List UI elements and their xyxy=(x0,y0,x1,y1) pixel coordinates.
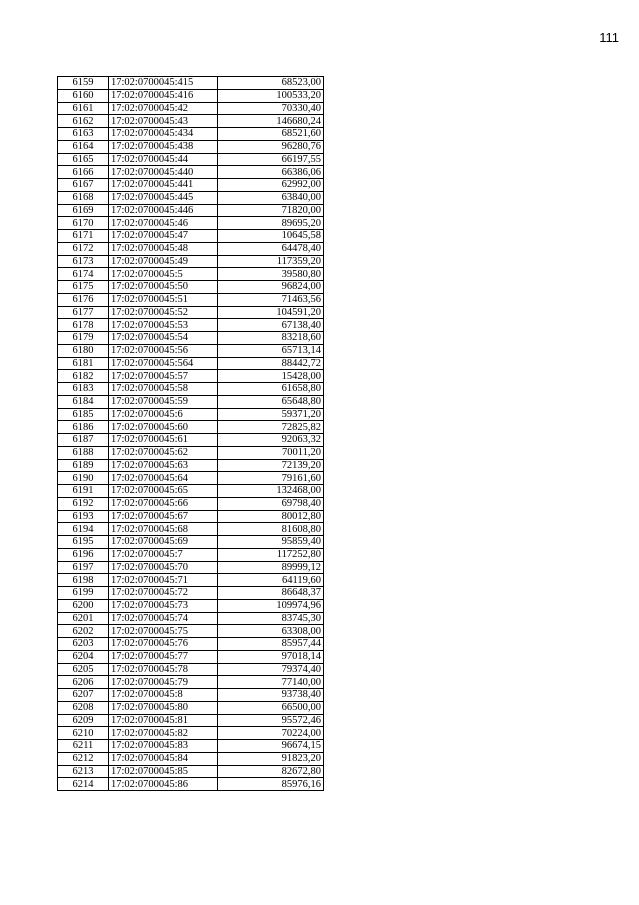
cadastral-number-cell: 17:02:0700045:53 xyxy=(109,319,218,332)
cadastral-number-cell: 17:02:0700045:49 xyxy=(109,255,218,268)
value-cell: 88442,72 xyxy=(218,357,324,370)
table-row xyxy=(58,650,324,663)
cadastral-number-cell: 17:02:0700045:42 xyxy=(109,102,218,115)
table-row xyxy=(58,485,324,498)
row-number-cell: 6175 xyxy=(58,281,109,294)
table-row xyxy=(58,357,324,370)
value-cell: 69798,40 xyxy=(218,497,324,510)
table-row xyxy=(58,230,324,243)
table-row xyxy=(58,179,324,192)
row-number-cell: 6180 xyxy=(58,344,109,357)
table-row xyxy=(58,587,324,600)
table-row xyxy=(58,370,324,383)
row-number-cell: 6167 xyxy=(58,179,109,192)
row-number-cell: 6174 xyxy=(58,268,109,281)
row-number-cell: 6190 xyxy=(58,472,109,485)
cadastral-number-cell: 17:02:0700045:85 xyxy=(109,765,218,778)
cadastral-number-cell: 17:02:0700045:44 xyxy=(109,153,218,166)
table-row xyxy=(58,434,324,447)
cadastral-number-cell: 17:02:0700045:8 xyxy=(109,689,218,702)
cadastral-number-cell: 17:02:0700045:48 xyxy=(109,242,218,255)
table-row xyxy=(58,153,324,166)
row-number-cell: 6163 xyxy=(58,128,109,141)
value-cell: 70011,20 xyxy=(218,446,324,459)
row-number-cell: 6199 xyxy=(58,587,109,600)
cadastral-number-cell: 17:02:0700045:5 xyxy=(109,268,218,281)
value-cell: 100533,20 xyxy=(218,89,324,102)
value-cell: 79374,40 xyxy=(218,663,324,676)
table-row xyxy=(58,561,324,574)
value-cell: 80012,80 xyxy=(218,510,324,523)
cadastral-number-cell: 17:02:0700045:564 xyxy=(109,357,218,370)
cadastral-number-cell: 17:02:0700045:56 xyxy=(109,344,218,357)
value-cell: 95572,46 xyxy=(218,714,324,727)
value-cell: 86648,37 xyxy=(218,587,324,600)
row-number-cell: 6182 xyxy=(58,370,109,383)
table-row xyxy=(58,612,324,625)
value-cell: 61658,80 xyxy=(218,383,324,396)
cadastral-number-cell: 17:02:0700045:69 xyxy=(109,536,218,549)
value-cell: 70224,00 xyxy=(218,727,324,740)
row-number-cell: 6205 xyxy=(58,663,109,676)
value-cell: 63308,00 xyxy=(218,625,324,638)
cadastral-number-cell: 17:02:0700045:51 xyxy=(109,293,218,306)
cadastral-number-cell: 17:02:0700045:83 xyxy=(109,740,218,753)
table-row xyxy=(58,102,324,115)
row-number-cell: 6210 xyxy=(58,727,109,740)
value-cell: 96674,15 xyxy=(218,740,324,753)
table-row xyxy=(58,395,324,408)
row-number-cell: 6184 xyxy=(58,395,109,408)
table-row xyxy=(58,778,324,791)
row-number-cell: 6187 xyxy=(58,434,109,447)
cadastral-number-cell: 17:02:0700045:81 xyxy=(109,714,218,727)
row-number-cell: 6198 xyxy=(58,574,109,587)
table-row xyxy=(58,727,324,740)
cadastral-number-cell: 17:02:0700045:62 xyxy=(109,446,218,459)
table-row xyxy=(58,714,324,727)
cadastral-number-cell: 17:02:0700045:84 xyxy=(109,752,218,765)
row-number-cell: 6160 xyxy=(58,89,109,102)
table-row xyxy=(58,77,324,90)
value-cell: 89695,20 xyxy=(218,217,324,230)
value-cell: 117359,20 xyxy=(218,255,324,268)
table-row xyxy=(58,638,324,651)
value-cell: 66197,55 xyxy=(218,153,324,166)
table-row xyxy=(58,459,324,472)
table-row xyxy=(58,255,324,268)
row-number-cell: 6202 xyxy=(58,625,109,638)
row-number-cell: 6162 xyxy=(58,115,109,128)
table-row xyxy=(58,204,324,217)
table-row xyxy=(58,140,324,153)
table-row xyxy=(58,752,324,765)
cadastral-number-cell: 17:02:0700045:46 xyxy=(109,217,218,230)
table-row xyxy=(58,242,324,255)
value-cell: 68521,60 xyxy=(218,128,324,141)
row-number-cell: 6200 xyxy=(58,599,109,612)
value-cell: 72825,82 xyxy=(218,421,324,434)
table-row xyxy=(58,191,324,204)
table-row xyxy=(58,408,324,421)
value-cell: 81608,80 xyxy=(218,523,324,536)
row-number-cell: 6204 xyxy=(58,650,109,663)
cadastral-number-cell: 17:02:0700045:415 xyxy=(109,77,218,90)
row-number-cell: 6194 xyxy=(58,523,109,536)
cadastral-number-cell: 17:02:0700045:68 xyxy=(109,523,218,536)
table-row xyxy=(58,281,324,294)
row-number-cell: 6181 xyxy=(58,357,109,370)
value-cell: 66500,00 xyxy=(218,701,324,714)
table-row xyxy=(58,701,324,714)
value-cell: 65648,80 xyxy=(218,395,324,408)
cadastral-number-cell: 17:02:0700045:434 xyxy=(109,128,218,141)
table-row xyxy=(58,574,324,587)
cadastral-number-cell: 17:02:0700045:6 xyxy=(109,408,218,421)
row-number-cell: 6191 xyxy=(58,485,109,498)
cadastral-number-cell: 17:02:0700045:7 xyxy=(109,548,218,561)
row-number-cell: 6206 xyxy=(58,676,109,689)
cadastral-number-cell: 17:02:0700045:86 xyxy=(109,778,218,791)
row-number-cell: 6196 xyxy=(58,548,109,561)
value-cell: 39580,80 xyxy=(218,268,324,281)
table-row xyxy=(58,344,324,357)
row-number-cell: 6172 xyxy=(58,242,109,255)
cadastral-number-cell: 17:02:0700045:58 xyxy=(109,383,218,396)
table-row xyxy=(58,115,324,128)
value-cell: 70330,40 xyxy=(218,102,324,115)
value-cell: 79161,60 xyxy=(218,472,324,485)
table-row xyxy=(58,536,324,549)
table-row xyxy=(58,625,324,638)
row-number-cell: 6197 xyxy=(58,561,109,574)
table-row xyxy=(58,663,324,676)
table-row xyxy=(58,510,324,523)
value-cell: 63840,00 xyxy=(218,191,324,204)
value-cell: 93738,40 xyxy=(218,689,324,702)
row-number-cell: 6170 xyxy=(58,217,109,230)
row-number-cell: 6213 xyxy=(58,765,109,778)
value-cell: 91823,20 xyxy=(218,752,324,765)
value-cell: 59371,20 xyxy=(218,408,324,421)
table-row xyxy=(58,446,324,459)
cadastral-number-cell: 17:02:0700045:63 xyxy=(109,459,218,472)
cadastral-number-cell: 17:02:0700045:438 xyxy=(109,140,218,153)
row-number-cell: 6207 xyxy=(58,689,109,702)
cadastral-number-cell: 17:02:0700045:67 xyxy=(109,510,218,523)
row-number-cell: 6201 xyxy=(58,612,109,625)
table-row xyxy=(58,268,324,281)
value-cell: 71463,56 xyxy=(218,293,324,306)
cadastral-number-cell: 17:02:0700045:440 xyxy=(109,166,218,179)
row-number-cell: 6185 xyxy=(58,408,109,421)
cadastral-number-cell: 17:02:0700045:75 xyxy=(109,625,218,638)
row-number-cell: 6209 xyxy=(58,714,109,727)
cadastral-number-cell: 17:02:0700045:76 xyxy=(109,638,218,651)
cadastral-number-cell: 17:02:0700045:59 xyxy=(109,395,218,408)
row-number-cell: 6171 xyxy=(58,230,109,243)
row-number-cell: 6186 xyxy=(58,421,109,434)
value-cell: 109974,96 xyxy=(218,599,324,612)
cadastral-number-cell: 17:02:0700045:57 xyxy=(109,370,218,383)
cadastral-number-cell: 17:02:0700045:82 xyxy=(109,727,218,740)
table-body xyxy=(58,77,324,791)
cadastral-table xyxy=(57,76,324,791)
cadastral-number-cell: 17:02:0700045:70 xyxy=(109,561,218,574)
row-number-cell: 6161 xyxy=(58,102,109,115)
value-cell: 67138,40 xyxy=(218,319,324,332)
row-number-cell: 6203 xyxy=(58,638,109,651)
row-number-cell: 6192 xyxy=(58,497,109,510)
cadastral-number-cell: 17:02:0700045:73 xyxy=(109,599,218,612)
row-number-cell: 6189 xyxy=(58,459,109,472)
row-number-cell: 6183 xyxy=(58,383,109,396)
row-number-cell: 6169 xyxy=(58,204,109,217)
cadastral-number-cell: 17:02:0700045:60 xyxy=(109,421,218,434)
table-row xyxy=(58,293,324,306)
cadastral-number-cell: 17:02:0700045:54 xyxy=(109,332,218,345)
cadastral-number-cell: 17:02:0700045:77 xyxy=(109,650,218,663)
row-number-cell: 6214 xyxy=(58,778,109,791)
row-number-cell: 6177 xyxy=(58,306,109,319)
value-cell: 66386,06 xyxy=(218,166,324,179)
cadastral-number-cell: 17:02:0700045:78 xyxy=(109,663,218,676)
table-row xyxy=(58,548,324,561)
cadastral-number-cell: 17:02:0700045:47 xyxy=(109,230,218,243)
value-cell: 132468,00 xyxy=(218,485,324,498)
table-row xyxy=(58,523,324,536)
cadastral-number-cell: 17:02:0700045:445 xyxy=(109,191,218,204)
cadastral-number-cell: 17:02:0700045:43 xyxy=(109,115,218,128)
row-number-cell: 6165 xyxy=(58,153,109,166)
value-cell: 96824,00 xyxy=(218,281,324,294)
value-cell: 97018,14 xyxy=(218,650,324,663)
row-number-cell: 6178 xyxy=(58,319,109,332)
table-row xyxy=(58,599,324,612)
row-number-cell: 6159 xyxy=(58,77,109,90)
row-number-cell: 6176 xyxy=(58,293,109,306)
table-row xyxy=(58,332,324,345)
row-number-cell: 6195 xyxy=(58,536,109,549)
cadastral-number-cell: 17:02:0700045:79 xyxy=(109,676,218,689)
row-number-cell: 6168 xyxy=(58,191,109,204)
row-number-cell: 6179 xyxy=(58,332,109,345)
table-row xyxy=(58,166,324,179)
value-cell: 65713,14 xyxy=(218,344,324,357)
row-number-cell: 6173 xyxy=(58,255,109,268)
row-number-cell: 6188 xyxy=(58,446,109,459)
table-row xyxy=(58,472,324,485)
value-cell: 82672,80 xyxy=(218,765,324,778)
value-cell: 71820,00 xyxy=(218,204,324,217)
value-cell: 77140,00 xyxy=(218,676,324,689)
table-row xyxy=(58,89,324,102)
cadastral-number-cell: 17:02:0700045:72 xyxy=(109,587,218,600)
value-cell: 72139,20 xyxy=(218,459,324,472)
value-cell: 64478,40 xyxy=(218,242,324,255)
table-row xyxy=(58,383,324,396)
cadastral-number-cell: 17:02:0700045:74 xyxy=(109,612,218,625)
value-cell: 83745,30 xyxy=(218,612,324,625)
cadastral-number-cell: 17:02:0700045:61 xyxy=(109,434,218,447)
cadastral-number-cell: 17:02:0700045:66 xyxy=(109,497,218,510)
value-cell: 10645,58 xyxy=(218,230,324,243)
table-row xyxy=(58,306,324,319)
value-cell: 68523,00 xyxy=(218,77,324,90)
value-cell: 146680,24 xyxy=(218,115,324,128)
row-number-cell: 6193 xyxy=(58,510,109,523)
row-number-cell: 6166 xyxy=(58,166,109,179)
table-row xyxy=(58,497,324,510)
value-cell: 95859,40 xyxy=(218,536,324,549)
table-row xyxy=(58,689,324,702)
cadastral-number-cell: 17:02:0700045:416 xyxy=(109,89,218,102)
value-cell: 85976,16 xyxy=(218,778,324,791)
value-cell: 104591,20 xyxy=(218,306,324,319)
cadastral-number-cell: 17:02:0700045:71 xyxy=(109,574,218,587)
table-row xyxy=(58,319,324,332)
cadastral-number-cell: 17:02:0700045:80 xyxy=(109,701,218,714)
cadastral-number-cell: 17:02:0700045:50 xyxy=(109,281,218,294)
row-number-cell: 6208 xyxy=(58,701,109,714)
cadastral-number-cell: 17:02:0700045:65 xyxy=(109,485,218,498)
row-number-cell: 6212 xyxy=(58,752,109,765)
cadastral-number-cell: 17:02:0700045:446 xyxy=(109,204,218,217)
cadastral-number-cell: 17:02:0700045:52 xyxy=(109,306,218,319)
value-cell: 83218,60 xyxy=(218,332,324,345)
value-cell: 62992,00 xyxy=(218,179,324,192)
cadastral-number-cell: 17:02:0700045:64 xyxy=(109,472,218,485)
value-cell: 85957,44 xyxy=(218,638,324,651)
row-number-cell: 6211 xyxy=(58,740,109,753)
row-number-cell: 6164 xyxy=(58,140,109,153)
value-cell: 15428,00 xyxy=(218,370,324,383)
page-number: 111 xyxy=(599,30,619,45)
table-row xyxy=(58,128,324,141)
value-cell: 117252,80 xyxy=(218,548,324,561)
table-row xyxy=(58,765,324,778)
cadastral-number-cell: 17:02:0700045:441 xyxy=(109,179,218,192)
value-cell: 64119,60 xyxy=(218,574,324,587)
table-row xyxy=(58,676,324,689)
table-row xyxy=(58,421,324,434)
value-cell: 89999,12 xyxy=(218,561,324,574)
table-row xyxy=(58,217,324,230)
value-cell: 92063,32 xyxy=(218,434,324,447)
value-cell: 96280,76 xyxy=(218,140,324,153)
table-row xyxy=(58,740,324,753)
